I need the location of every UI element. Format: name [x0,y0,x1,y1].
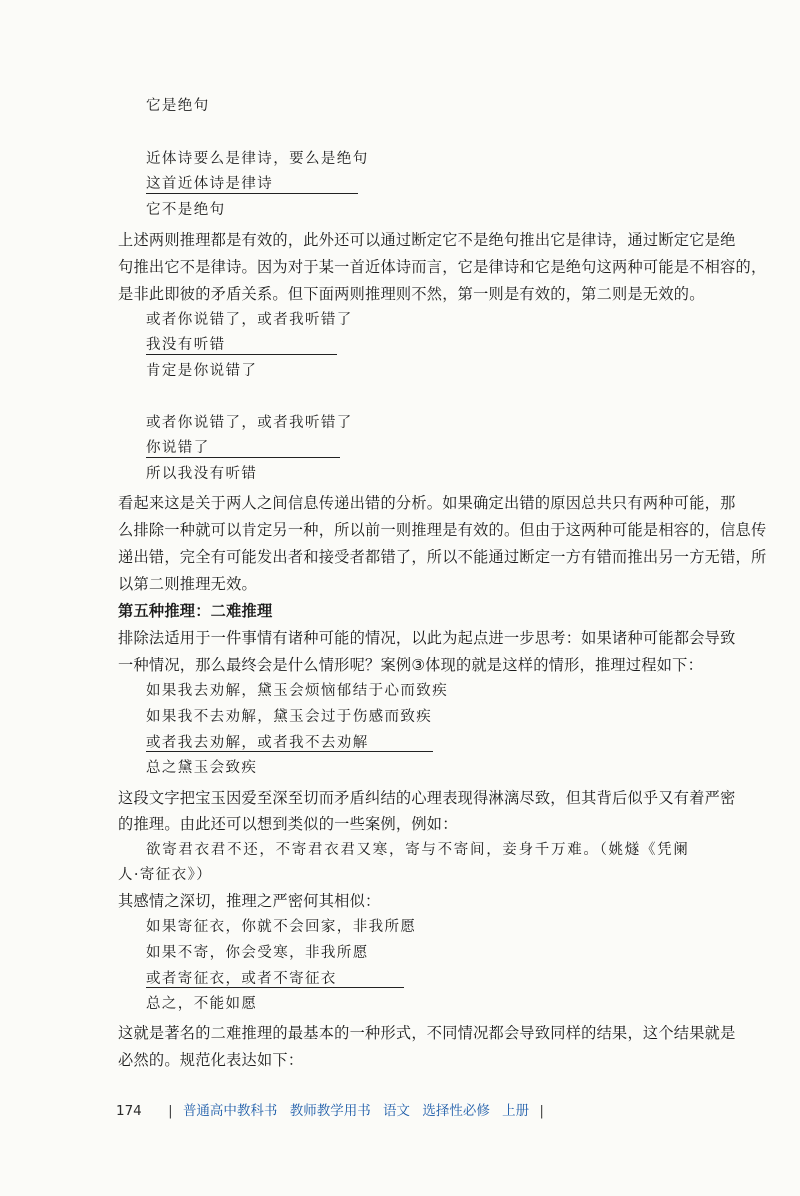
para3-line2: 一种情况，那么最终会是什么情形呢？案例③体现的就是这样的情形，推理过程如下： [118,656,704,674]
para6-line2: 必然的。规范化表达如下： [118,1051,304,1069]
example2-conclusion: 肯定是你说错了 [146,363,258,379]
example2-rule [146,354,337,355]
example5-premise3: 或者寄征衣，或者不寄征衣 [146,971,337,987]
footer-subject: 语文 [383,1103,411,1119]
para6-line1: 这就是著名的二难推理的最基本的一种形式，不同情况都会导致同样的结果，这个结果就是 [118,1024,736,1042]
page-number: 174 [116,1103,142,1119]
example1-premise2: 这首近体诗是律诗 [146,176,274,192]
example5-conclusion: 总之，不能如愿 [146,996,258,1012]
example4-premise3: 或者我去劝解，或者我不去劝解 [146,735,369,751]
footer-book-kind: 教师教学用书 [289,1103,371,1119]
para3-line1: 排除法适用于一件事情有诸种可能的情况，以此为起点进一步思考：如果诸种可能都会导致 [118,629,736,647]
footer-separator: | [168,1103,173,1119]
para4-line1: 这段文字把宝玉因爱至深至切而矛盾纠结的心理表现得淋漓尽致，但其背后似乎又有着严密 [118,789,736,807]
footer-volume: 上册 [502,1103,530,1119]
footer-separator-end: | [539,1103,544,1119]
example5-premise1: 如果寄征衣，你就不会回家，非我所愿 [146,919,417,935]
example2-premise2: 我没有听错 [146,337,226,353]
example2-premise1: 或者你说错了，或者我听错了 [146,312,353,328]
page-footer [116,1099,550,1119]
para5: 其感情之深切，推理之严密何其相似： [118,892,381,910]
example3-premise2: 你说错了 [146,440,210,456]
para2-line1: 看起来这是关于两人之间信息传递出错的分析。如果确定出错的原因总共只有两种可能，那 [118,494,736,512]
example3-conclusion: 所以我没有听错 [146,466,258,482]
example5-rule [146,987,404,988]
example4-premise1: 如果我去劝解，黛玉会烦恼郁结于心而致疾 [146,683,449,699]
para4-line2: 的推理。由此还可以想到类似的一些案例，例如： [118,815,458,833]
para2-line4: 以第二则推理无效。 [118,575,257,593]
example3-rule [146,457,340,458]
poem-line1: 欲寄君衣君不还，不寄君衣君又寒，寄与不寄间，妾身千万难。（姚燧《凭阑 [146,842,690,858]
example1-conclusion: 它不是绝句 [146,202,226,218]
para1-line2: 句推出它不是律诗。因为对于某一首近体诗而言，它是律诗和它是绝句这两种可能是不相容的， [118,258,767,276]
footer-course: 选择性必修 [422,1103,490,1119]
example3-premise1: 或者你说错了，或者我听错了 [146,415,353,431]
example5-premise2: 如果不寄，你会受寒，非我所愿 [146,945,369,961]
example4-rule [146,751,433,752]
para2-line3: 递出错，完全有可能发出者和接受者都错了，所以不能通过断定一方有错而推出另一方无错，所 [118,548,767,566]
example1-premise1: 近体诗要么是律诗，要么是绝句 [146,151,369,167]
example4-conclusion: 总之黛玉会致疾 [146,760,258,776]
para1-line1: 上述两则推理都是有效的，此外还可以通过断定它不是绝句推出它是律诗，通过断定它是绝 [118,231,736,249]
footer-book-type: 普通高中教科书 [182,1103,278,1119]
para1-line3: 是非此即彼的矛盾关系。但下面两则推理则不然，第一则是有效的，第二则是无效的。 [118,285,705,303]
section-heading: 第五种推理：二难推理 [118,602,273,620]
example1-tail: 它是绝句 [146,98,210,114]
para2-line2: 么排除一种就可以肯定另一种，所以前一则推理是有效的。但由于这两种可能是相容的，信息传 [118,521,767,539]
poem-line2: 人·寄征衣》） [118,867,213,883]
example1-rule [146,193,358,194]
example4-premise2: 如果我不去劝解，黛玉会过于伤感而致疾 [146,709,433,725]
